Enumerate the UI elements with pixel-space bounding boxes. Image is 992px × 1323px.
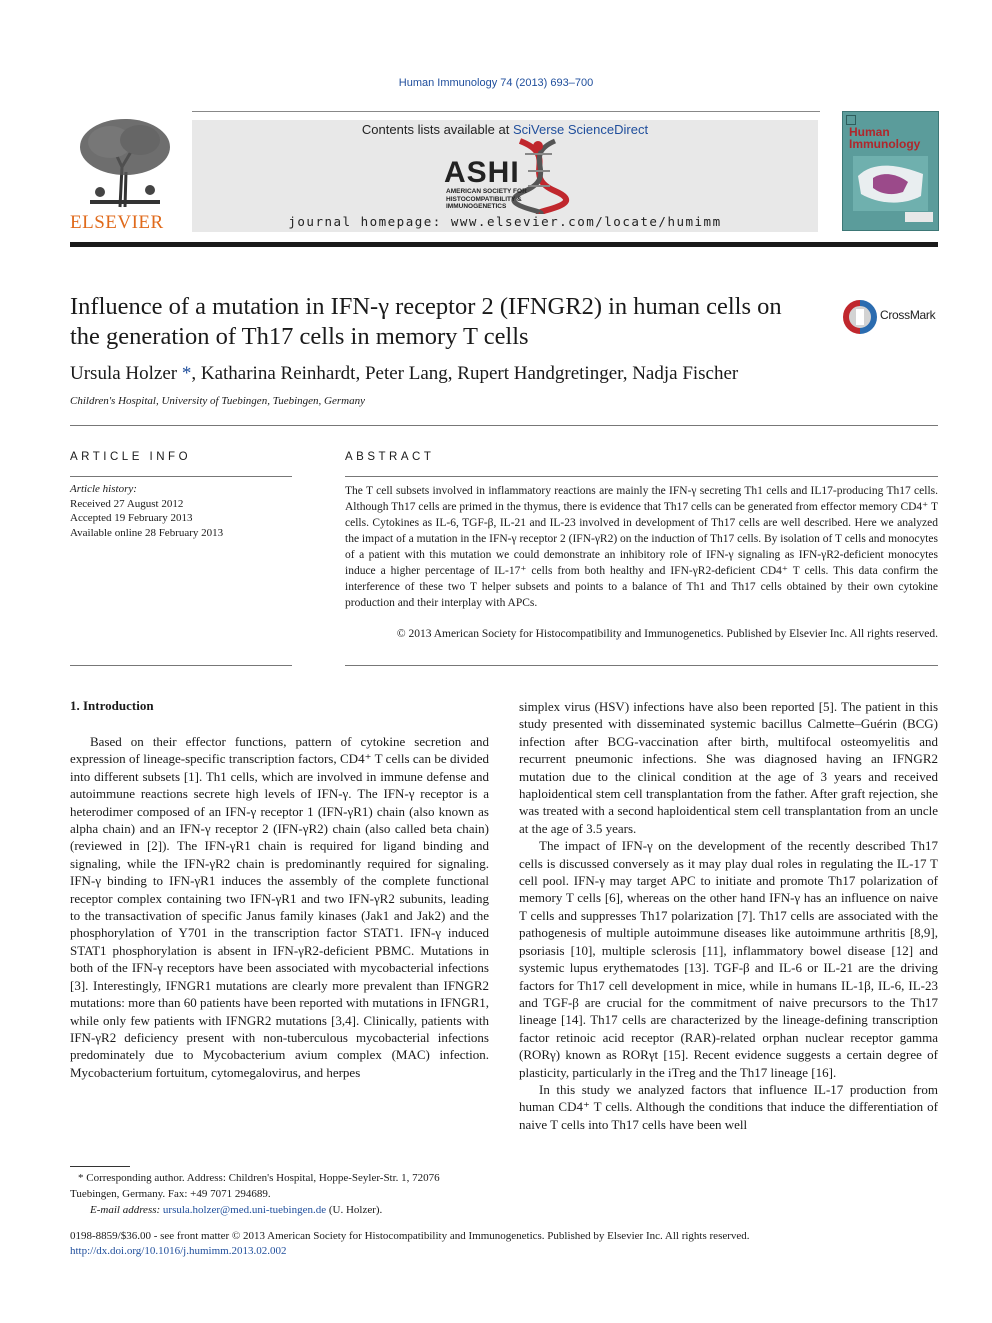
info-rule [70, 476, 292, 477]
author-rest: , Katharina Reinhardt, Peter Lang, Rupert Handgretinger, Nadja Fischer [191, 363, 739, 384]
intro-paragraph: In this study we analyzed factors that influence IL-17 production from human CD4⁺ T cells. Although the conditions that induce the differentiation of naive T cells into Th17 cells have been well [519, 1081, 938, 1132]
info-top-rule [70, 425, 938, 426]
intro-heading: 1. Introduction [70, 698, 154, 713]
history-label: Article history: [70, 483, 137, 495]
abstract-body: The T cell subsets involved in inflammatory reactions are mainly the IFN-γ secreting Th1 cells and IL17-producing Th17 cells. Although Th17 cells are primed in the thymus, there is evidence that Th17 cells can be generated from effector memory CD4⁺ T cells. Cytokines as IL-6, TGF-β, IL-21 and IL-23 involved in development of Th17 cells are well described. Here we analyzed the impact of a mutation in the IFN-γ receptor 2 (IFN-γR2) on the induction of Th17 cells. By isolation of T cells and monocytes of a patient with this mutation we could demonstrate an inhibitory role of IFN-γ signaling as IFN-γR2-deficient monocytes induce a higher percentage of IL-17⁺ cells from both healthy and IFN-γR2-deficient CD4⁺ T cells. This data confirm the interference of these two T helper subsets and points to a balance of Th1 and Th17 cells obtained by their own cytokine production and their interplay with APCs. [345, 485, 938, 609]
sciencedirect-link[interactable]: SciVerse ScienceDirect [512, 122, 649, 137]
email-suffix: (U. Holzer). [326, 1204, 383, 1216]
abstract-rule [345, 476, 938, 477]
journal-banner [192, 120, 818, 232]
article-history [70, 482, 223, 540]
contents-prefix: Contents lists available at [361, 122, 513, 137]
abstract-bottom-rule [345, 665, 938, 666]
author-first: Ursula Holzer [70, 363, 178, 384]
contents-line [192, 122, 818, 137]
journal-cover [842, 111, 939, 231]
email-label: E-mail address: [90, 1204, 163, 1216]
cover-map-icon [853, 156, 928, 211]
intro-paragraph: The impact of IFN-γ on the development of the recently described Th17 cells is discussed conversely as it may play dual roles in regulating the IL-17 T cell pool. IFN-γ may target APC to initiate and promote Th17 polarization of memory T cells [6], whereas on the other hand IFN-γ has an influence on naive T cells and suppresses Th17 polarization [7]. Th17 cells are associated with the pathogenesis of multiple autoimmune diseases like autoimmune arthritis [8,9], psoriasis [10], multiple sclerosis [11], inflammatory bowel disease [12] and systemic lupus erythematodes [13]. TGF-β and IL-6 or IL-21 are the driving factors for Th17 cell development in mice, while in humans IL-1β, IL-6, IL-23 and TGF-β are crucial for the commitment of naive precursors to the Th17 lineage [14]. Th17 cells are characterized by the lineage-defining transcription factor retinoic acid receptor (RAR)-related orphan nuclear receptor gamma (RORγ) known as RORγt [15]. Recent evidence suggests a certain degree of plasticity, particularly in the iTreg and the Th17 lineage [16]. [519, 838, 938, 1080]
author-list [70, 363, 738, 385]
intro-paragraph: Based on their effector functions, pattern of cytokine secretion and expression of lineage-specific transcription factors, CD4⁺ T cells can be divided into different subsets [1]. Th1 cells, which are involved in immune defense and autoimmune reactions secrete high levels of IFN-γ. The IFN-γ receptor is a heterodimer composed of an IFN-γ receptor 1 (IFN-γR1) chain (also known as alpha chain) and an IFN-γ receptor 2 (IFN-γR2) chain (also called beta chain) (reviewed in [2]). The IFN-γR1 chain is required for ligand binding and signaling, while the IFN-γR2 chain is predominantly required for signaling. IFN-γ binding to IFN-γR1 induces the assembly of the complete functional receptor complex containing two IFN-γR1 and two IFN-γR2 subunits, leading to the transactivation of specific Janus family kinases (Jak1 and Jak2) and the phosphorylation of Y701 in the transcription factor STAT1. IFN-γ induced STAT1 phosphorylation is absent in IFN-γR2-deficient PBMC. Mutations in both of the IFN-γ receptors have been associated with mycobacterial infections [3]. Interestingly, IFNGR1 mutations are clearly more prevalent than IFNGR2 mutations: more than 60 patients have been reported with mutations in IFNGR1, while only few patients with IFNGR2 mutations [3,4]. Clinically, patients with IFN-γR2 deficiency present with non-tuberculous mycobacterial infections predominately due to Mycobacterium avium complex (MAC) infection. Mycobacterium fortuitum, cytomegalovirus, and herpes [70, 734, 489, 1080]
elsevier-wordmark: ELSEVIER [70, 212, 164, 233]
accepted-date: Accepted 19 February 2013 [70, 512, 193, 524]
crossmark-icon [842, 299, 878, 335]
elsevier-tree-icon [70, 112, 180, 212]
email-line [70, 1202, 490, 1218]
elsevier-logo [70, 112, 180, 232]
corresponding-author-mark[interactable]: * [177, 363, 192, 384]
abstract-heading: ABSTRACT [345, 451, 435, 463]
ashi-wordmark: ASHI [444, 156, 520, 189]
cover-corner-mark [846, 115, 856, 125]
footnote-rule [70, 1166, 130, 1167]
cover-ashi-badge [905, 212, 933, 222]
article-info-heading: ARTICLE INFO [70, 451, 192, 463]
ashi-subtitle: AMERICAN SOCIETY FOR HISTOCOMPATIBILITY & IMMUNOGENETICS [446, 188, 527, 210]
corresponding-note: * Corresponding author. Address: Children's Hospital, Hoppe-Seyler-Str. 1, 72076 Tuebingen, Germany. Fax: +49 7071 294689. [70, 1172, 440, 1200]
email-link[interactable]: ursula.holzer@med.uni-tuebingen.de [162, 1204, 327, 1216]
page-footer [70, 1229, 938, 1259]
issn-line: 0198-8859/$36.00 - see front matter © 2013 American Society for Histocompatibility and Immunogenetics. Published by Elsevier Inc. All rights reserved. [70, 1230, 750, 1242]
journal-homepage[interactable]: journal homepage: www.elsevier.com/locate/humimm [288, 214, 722, 229]
cover-title: Human Immunology [849, 125, 921, 151]
article-title: Influence of a mutation in IFN-γ receptor 2 (IFNGR2) in human cells on the generation of Th17 cells in memory T cells [70, 293, 782, 350]
right-column [519, 698, 938, 1133]
header-thick-rule [70, 242, 938, 247]
abstract-copyright: © 2013 American Society for Histocompatibility and Immunogenetics. Published by Elsevier Inc. All rights reserved. [396, 628, 938, 640]
received-date: Received 27 August 2012 [70, 497, 184, 510]
left-column [70, 733, 489, 1081]
crossmark-badge[interactable] [842, 299, 878, 340]
online-date: Available online 28 February 2013 [70, 526, 224, 539]
intro-paragraph: simplex virus (HSV) infections have also been reported [5]. The patient in this study presented with disseminated systemic bacillus Calmette–Guérin (BCG) infection after BCG-vaccination after birth, multifocal osteomyelitis and recurrent pneumonic infections. She was diagnosed having an IFNGR2 mutation due to the clinical condition at the age of 3 years and received haploidentical stem cell transplantation from the father. After graft rejection, she was treated with a second haploidentical stem cell transplantation from an uncle at the age of 3.5 years. [519, 699, 938, 836]
crossmark-label[interactable]: CrossMark [880, 308, 936, 322]
header-rule [192, 111, 820, 112]
journal-citation[interactable]: Human Immunology 74 (2013) 693–700 [398, 77, 594, 89]
doi-link[interactable]: http://dx.doi.org/10.1016/j.humimm.2013.02.002 [70, 1245, 287, 1257]
affiliation: Children's Hospital, University of Tuebingen, Tuebingen, Germany [70, 395, 365, 407]
footnote [70, 1170, 490, 1218]
info-bottom-rule [70, 665, 292, 666]
